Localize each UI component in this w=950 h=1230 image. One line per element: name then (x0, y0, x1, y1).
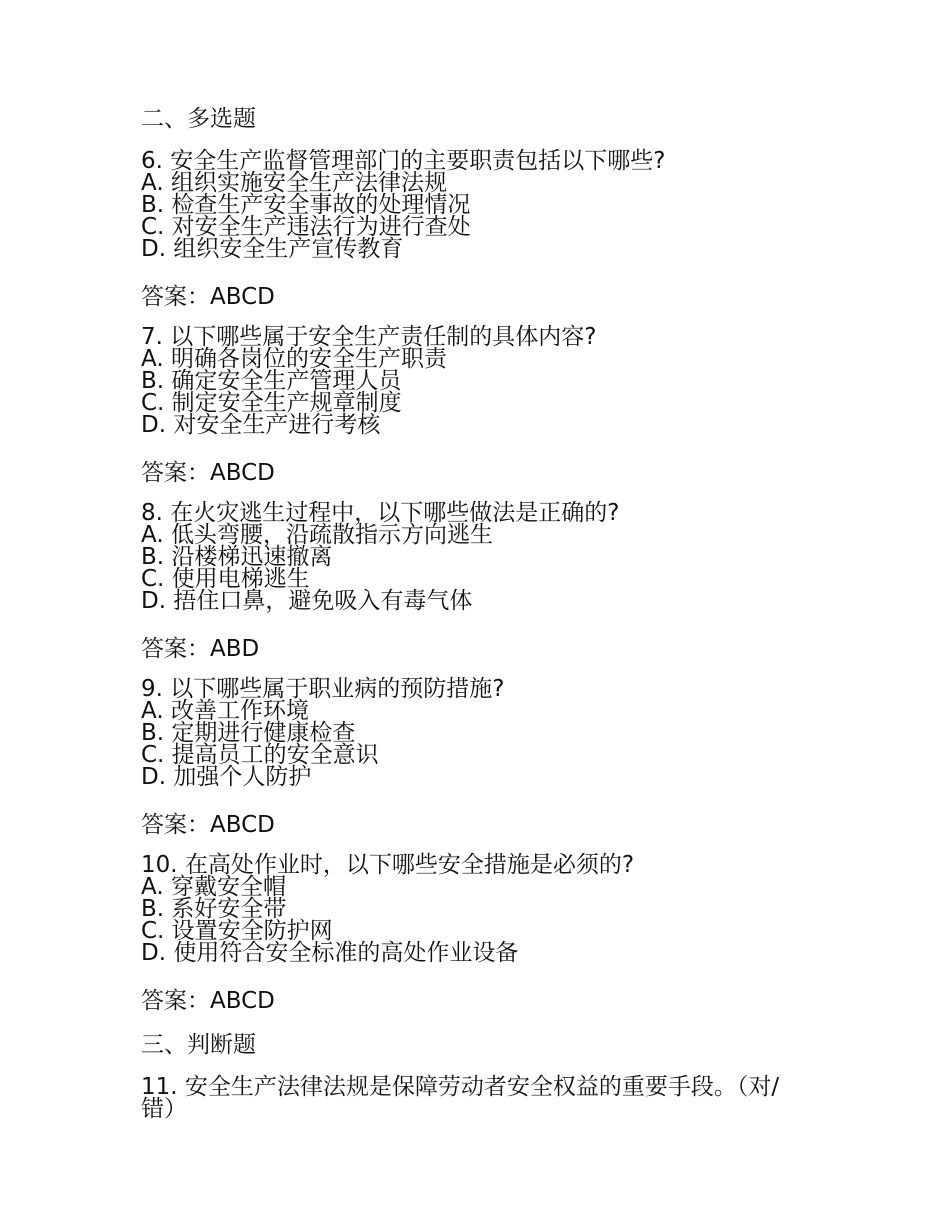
answer: 答案：ABCD (141, 460, 275, 486)
option-a: A. 组织实施安全生产法律法规 (141, 170, 447, 196)
question-10 (141, 854, 901, 1016)
option-b: B. 定期进行健康检查 (141, 720, 356, 746)
option-c: C. 提高员工的安全意识 (141, 742, 379, 768)
option-c: C. 制定安全生产规章制度 (141, 390, 402, 416)
question-text: 8. 在火灾逃生过程中，以下哪些做法是正确的? (141, 500, 620, 526)
option-a: A. 低头弯腰，沿疏散指示方向逃生 (141, 522, 493, 548)
question-8 (141, 502, 901, 664)
question-11 (141, 1076, 901, 1120)
answer: 答案：ABCD (141, 812, 275, 838)
option-a: A. 改善工作环境 (141, 698, 309, 724)
spacer (141, 1016, 901, 1030)
section-title-multiple-choice: 二、多选题 (141, 106, 256, 132)
section-title-true-false: 三、判断题 (141, 1032, 256, 1058)
option-c: C. 设置安全防护网 (141, 918, 333, 944)
question-text: 11. 安全生产法律法规是保障劳动者安全权益的重要手段。（对/错） (141, 1074, 780, 1122)
question-text: 9. 以下哪些属于职业病的预防措施? (141, 676, 505, 702)
question-text: 10. 在高处作业时，以下哪些安全措施是必须的? (141, 852, 635, 878)
question-7 (141, 326, 901, 488)
option-b: B. 检查生产安全事故的处理情况 (141, 192, 471, 218)
option-c: C. 对安全生产违法行为进行查处 (141, 214, 471, 240)
option-d: D. 对安全生产进行考核 (141, 412, 381, 438)
option-c: C. 使用电梯逃生 (141, 566, 310, 592)
question-9 (141, 678, 901, 840)
document-content (141, 104, 901, 1120)
option-d: D. 使用符合安全标准的高处作业设备 (141, 940, 519, 966)
option-d: D. 加强个人防护 (141, 764, 312, 790)
answer: 答案：ABCD (141, 284, 275, 310)
option-b: B. 系好安全带 (141, 896, 287, 922)
option-b: B. 沿楼梯迅速撤离 (141, 544, 333, 570)
question-6 (141, 150, 901, 312)
option-a: A. 穿戴安全帽 (141, 874, 286, 900)
option-d: D. 捂住口鼻，避免吸入有毒气体 (141, 588, 473, 614)
question-text: 6. 安全生产监督管理部门的主要职责包括以下哪些? (141, 148, 666, 174)
option-a: A. 明确各岗位的安全生产职责 (141, 346, 447, 372)
answer: 答案：ABCD (141, 988, 275, 1014)
option-d: D. 组织安全生产宣传教育 (141, 236, 404, 262)
answer: 答案：ABD (141, 636, 260, 662)
option-b: B. 确定安全生产管理人员 (141, 368, 402, 394)
question-text: 7. 以下哪些属于安全生产责任制的具体内容? (141, 324, 597, 350)
